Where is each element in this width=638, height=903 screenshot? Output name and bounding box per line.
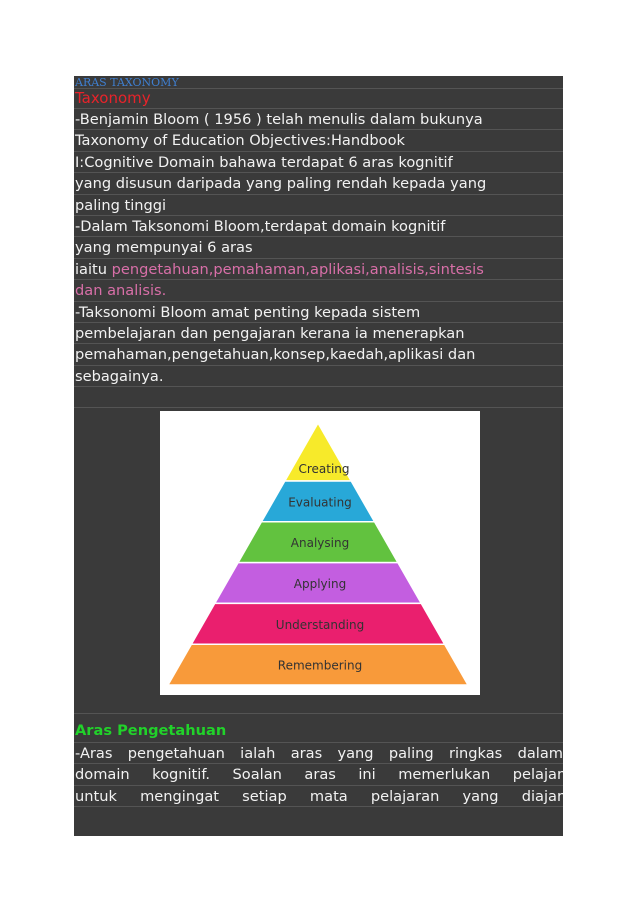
pyramid-label-evaluating: Evaluating [288, 495, 352, 510]
text-line: paling tinggi [74, 195, 563, 216]
text-line: -Aras pengetahuan ialah aras yang paling ringkas dalam [74, 743, 563, 764]
text-line: -Taksonomi Bloom amat penting kepada sistem [74, 302, 563, 323]
text-line: pembelajaran dan pengajaran kerana ia menerapkan [74, 323, 563, 344]
bloom-pyramid-figure [160, 411, 480, 695]
pyramid-figure-row [74, 408, 563, 714]
pyramid-label-creating: Creating [298, 462, 350, 477]
levels-list-line [74, 259, 563, 280]
text-line: domain kognitif. Soalan aras ini memerlukan pelajar [74, 764, 563, 785]
text-line: I:Cognitive Domain bahawa terdapat 6 aras kognitif [74, 152, 563, 173]
section-heading: Aras Pengetahuan [74, 720, 563, 743]
text-line: yang mempunyai 6 aras [74, 237, 563, 258]
pyramid-label-remembering: Remembering [277, 658, 363, 673]
text-line: sebagainya. [74, 366, 563, 387]
intro-text [74, 109, 563, 408]
levels-list-highlight-cont: dan analisis. [74, 280, 563, 301]
bloom-pyramid [160, 411, 480, 695]
text-line: yang disusun daripada yang paling rendah kepada yang [74, 173, 563, 194]
pyramid-label-analysing: Analysing [290, 536, 350, 551]
text-line: untuk mengingat setiap mata pelajaran yang diajar [74, 786, 563, 807]
document-panel [74, 76, 563, 836]
levels-list-highlight: pengetahuan,pemahaman,aplikasi,analisis,sintesis [111, 260, 484, 278]
text-line: pemahaman,pengetahuan,konsep,kaedah,aplikasi dan [74, 344, 563, 365]
text-line: Taxonomy of Education Objectives:Handbook [74, 130, 563, 151]
spacer [74, 387, 563, 408]
pyramid-label-applying: Applying [293, 577, 347, 592]
levels-list-prefix: iaitu [75, 260, 112, 278]
text-line: -Benjamin Bloom ( 1956 ) telah menulis dalam bukunya [74, 109, 563, 130]
page-title: Taxonomy [74, 89, 563, 109]
text-line: -Dalam Taksonomi Bloom,terdapat domain kognitif [74, 216, 563, 237]
pyramid-label-understanding: Understanding [275, 617, 365, 632]
section-label: ARAS TAXONOMY [74, 76, 563, 89]
